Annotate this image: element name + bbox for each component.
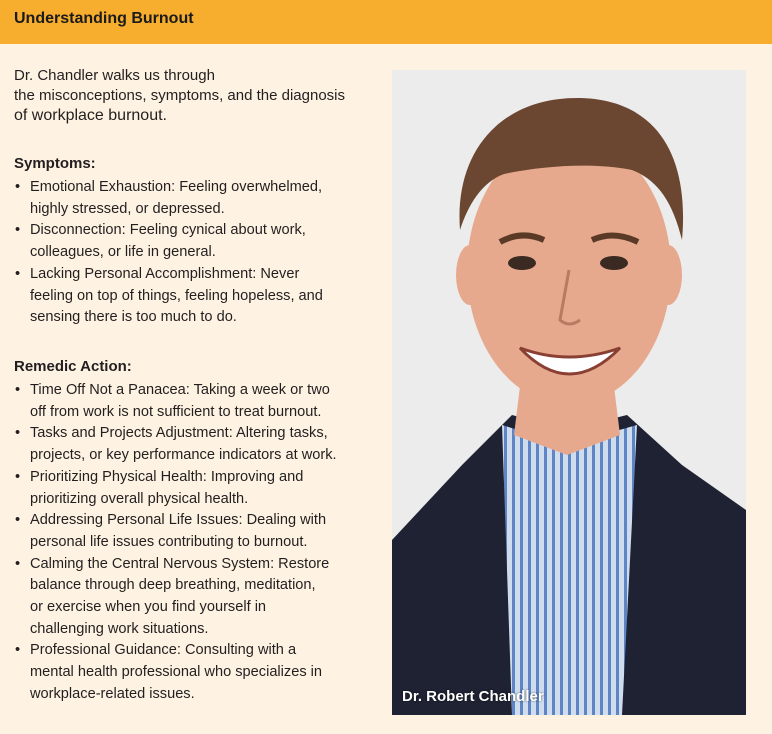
bullet-icon: • xyxy=(15,265,21,282)
symptoms-list xyxy=(14,177,384,329)
symptom-item-line: Emotional Exhaustion: Feeling overwhelmed, xyxy=(30,179,323,195)
intro-paragraph xyxy=(14,66,384,126)
remedic-item-line: or exercise when you find yourself in xyxy=(30,599,267,616)
remedic-item xyxy=(14,423,384,466)
remedic-item-line: Addressing Personal Life Issues: Dealing with xyxy=(30,512,327,529)
symptom-item xyxy=(14,264,384,329)
remedic-item-line: workplace-related issues. xyxy=(30,685,195,702)
symptom-item-line: sensing there is too much to do. xyxy=(30,309,237,326)
remedic-item xyxy=(14,554,384,641)
symptom-item-line: feeling on top of things, feeling hopeless, and xyxy=(30,287,323,304)
intro-line: Dr. Chandler walks us through xyxy=(14,67,215,84)
remedic-item xyxy=(14,380,384,423)
remedic-item-line: Calming the Central Nervous System: Restore xyxy=(30,555,330,572)
remedic-item-line: challenging work situations. xyxy=(30,620,209,637)
remedic-item-line: prioritizing overall physical health. xyxy=(30,490,249,507)
remedic-item-line: mental health professional who specializes in xyxy=(30,664,323,681)
symptom-item-line: Lacking Personal Accomplishment: Never xyxy=(30,265,300,282)
remedic-item-line: off from work is not sufficient to treat burnout. xyxy=(30,403,322,420)
bullet-icon: • xyxy=(15,425,21,442)
remedic-heading: Remedic Action: xyxy=(14,358,132,375)
remedic-item-line: projects, or key performance indicators at work. xyxy=(30,447,337,464)
bullet-icon: • xyxy=(15,222,21,239)
bullet-icon: • xyxy=(15,642,21,659)
remedic-item-line: Professional Guidance: Consulting with a xyxy=(30,642,297,659)
symptom-item xyxy=(14,177,384,220)
intro-line: the misconceptions, symptoms, and the diagnosis xyxy=(14,87,346,104)
remedic-item-line: balance through deep breathing, meditation, xyxy=(30,577,316,594)
portrait-illustration xyxy=(392,70,746,715)
symptom-item-line: colleagues, or life in general. xyxy=(30,244,216,261)
remedic-item xyxy=(14,640,384,705)
bullet-icon: • xyxy=(15,555,21,572)
page-title: Understanding Burnout xyxy=(14,10,194,27)
remedic-item xyxy=(14,467,384,510)
intro-line: of workplace burnout. xyxy=(14,107,167,124)
symptoms-heading: Symptoms: xyxy=(14,155,96,172)
bullet-icon: • xyxy=(15,512,21,529)
photo-caption: Dr. Robert Chandler xyxy=(402,688,544,705)
remedic-item-line: Tasks and Projects Adjustment: Altering tasks, xyxy=(30,425,328,442)
symptom-item xyxy=(14,220,384,263)
symptom-item-line: Disconnection: Feeling cynical about work, xyxy=(30,222,306,239)
remedic-item-line: Prioritizing Physical Health: Improving and xyxy=(30,468,304,485)
remedic-item xyxy=(14,510,384,553)
bullet-icon: • xyxy=(15,179,21,195)
portrait-photo xyxy=(392,70,746,715)
header-bar xyxy=(0,0,772,44)
remedic-list xyxy=(14,380,384,706)
bullet-icon: • xyxy=(15,382,21,398)
bullet-icon: • xyxy=(15,468,21,485)
remedic-item-line: personal life issues contributing to burnout. xyxy=(30,533,308,550)
symptom-item-line: highly stressed, or depressed. xyxy=(30,200,225,217)
remedic-item-line: Time Off Not a Panacea: Taking a week or two xyxy=(30,382,330,398)
